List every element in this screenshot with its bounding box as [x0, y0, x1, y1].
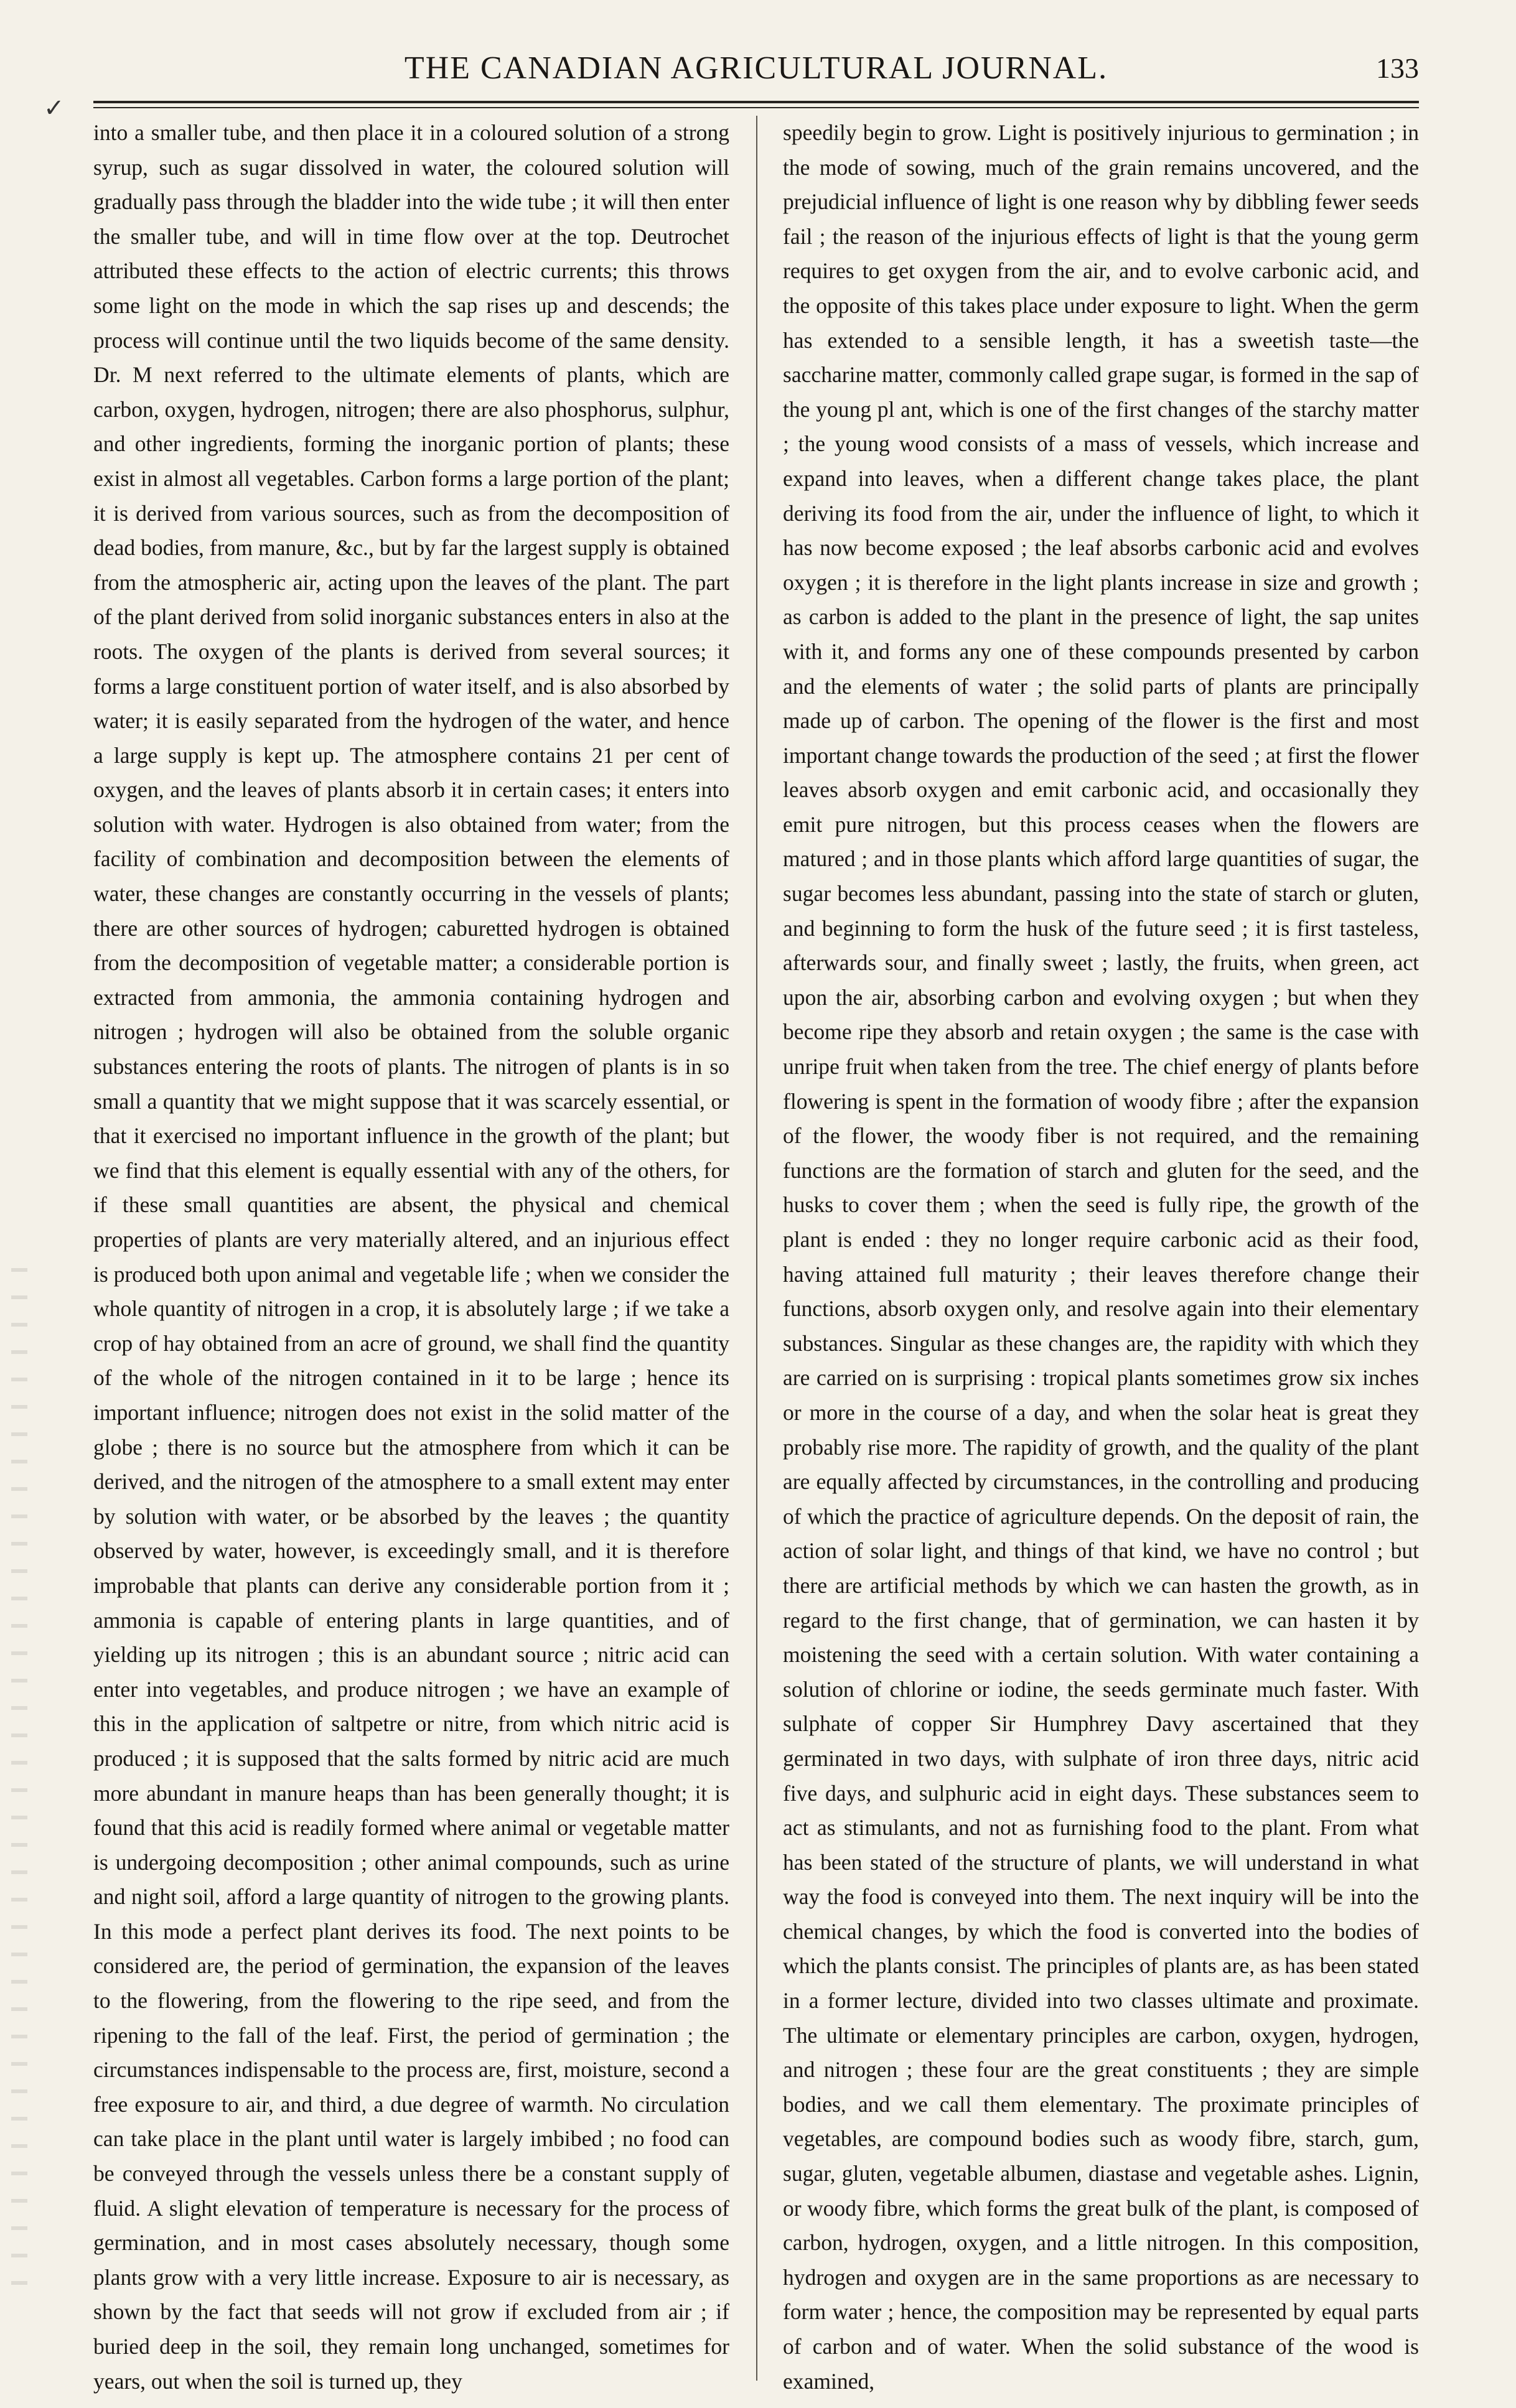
left-column-text: into a smaller tube, and then place it in a coloured solution of a strong syrup, such as sugar dissolved in water, the coloured solution will gradually pass through the bladder into the wide tube ; it will then enter the smaller tube, and will in time flow over at the top. Deutrochet attributed these effects to the action of electric currents; this throws some light on the mode in which the sap rises up and descends; the process will continue until the two liquids become of the same density. Dr. M next referred to the ultimate elements of plants, which are carbon, oxygen, hydrogen, nitrogen; there are also phosphorus, sulphur, and other ingredients, forming the inorganic portion of plants; these exist in almost all vegetables. Carbon forms a large portion of the plant; it is derived from various sources, such as from the decomposition of dead bodies, from manure, &c., but by far the largest supply is obtained from the atmospheric air, acting upon the leaves of the plant. The part of the plant derived from solid inorganic substances enters in also at the roots. The oxygen of the plants is derived from several sources; it forms a large constituent portion of water itself, and is also absorbed by water; it is easily separated from the hydrogen of the water, and hence a large supply is kept up. The atmosphere contains 21 per cent of oxygen, and the leaves of plants absorb it in certain cases; it enters into solution with water. Hydrogen is also obtained from water; from the facility of combination and decomposition between the elements of water, these changes are constantly occurring in the vessels of plants; there are other sources of hydrogen; caburetted hydrogen is obtained from the decomposition of vegetable matter; a considerable portion is extracted from ammonia, the ammonia containing hydrogen and nitrogen ; hydrogen will also be obtained from the soluble organic substances entering the roots of plants. The nitrogen of plants is in so small a quantity that we might suppose that it was scarcely essential, or that it exercised no important influence in the growth of the plant; but we find that this element is equally essential with any of the others, for if these small quantities are absent, the physical and chemical properties of plants are very materially altered, and an injurious effect is produced both upon animal and vegetable life ; when we consider the whole quantity of nitrogen in a crop, it is absolutely large ; if we take a crop of hay obtained from an acre of ground, we shall find the quantity of the whole of the nitrogen contained in it to be large ; hence its important influence; nitrogen does not exist in the solid matter of the globe ; there is no source but the atmosphere from which it can be derived, and the nitrogen of the atmosphere to a small extent may enter by solution with water, or be absorbed by the leaves ; the quantity observed by water, however, is exceedingly small, and it is therefore improbable that plants can derive any considerable portion from it ; ammonia is capable of entering plants in large quantities, and of yielding up its nitrogen ; this is an abundant source ; nitric acid can enter into vegetables, and produce nitrogen ; we have an example of this in the application of saltpetre or nitre, from which nitric acid is produced ; it is supposed that the salts formed by nitric acid are much more abundant in manure heaps than has been generally thought; it is found that this acid is readily formed where animal or vegetable matter is undergoing decomposition ; other animal compounds, such as urine and night soil, afford a large quantity of nitrogen to the growing plants. In this mode a perfect plant derives its food. The next points to be considered are, the period of germination, the expansion of the leaves to the flowering, from the flowering to the ripe seed, and from the ripening to the fall of the leaf. First, the period of germination ; the circumstances indispensable to the process are, first, moisture, second a free exposure to air, and third, a due degree of warmth. No circulation can take place in the plant until water is largely imbibed ; no food can be conveyed through the vessels unless there be a constant supply of fluid. A slight elevation of temperature is necessary for the process of germination, and in most cases absolutely necessary, though some plants grow with a very little increase. Exposure to air is necessary, as shown by the fact that seeds will not grow if excluded from air ; if buried deep in the soil, they remain long unchanged, sometimes for years, out when the soil is turned up, they [93, 120, 729, 2394]
journal-title: THE CANADIAN AGRICULTURAL JOURNAL. [404, 50, 1108, 86]
running-header [93, 44, 1419, 93]
header-rule-thin [93, 107, 1419, 108]
right-column-text: speedily begin to grow. Light is positively injurious to germination ; in the mode of sowing, much of the grain remains uncovered, and the prejudicial influence of light is one reason why by dibbling fewer seeds fail ; the reason of the injurious effects of light is that the young germ requires to get oxygen from the air, and to evolve carbonic acid, and the opposite of this takes place under exposure to light. When the germ has extended to a sensible length, it has a sweetish taste—the saccharine matter, commonly called grape sugar, is formed in the sap of the young pl ant, which is one of the first changes of the starchy matter ; the young wood consists of a mass of vessels, which increase and expand into leaves, when a different change takes place, the plant deriving its food from the air, under the influence of light, to which it has now become exposed ; the leaf absorbs carbonic acid and evolves oxygen ; it is therefore in the light plants increase in size and growth ; as carbon is added to the plant in the presence of light, the sap unites with it, and forms any one of these compounds presented by carbon and the elements of water ; the solid parts of plants are principally made up of carbon. The opening of the flower is the first and most important change towards the production of the seed ; at first the flower leaves absorb oxygen and emit carbonic acid, and occasionally they emit pure nitrogen, but this process ceases when the flowers are matured ; and in those plants which afford large quantities of sugar, the sugar becomes less abundant, passing into the state of starch or gluten, and beginning to form the husk of the future seed ; it is first tasteless, afterwards sour, and finally sweet ; lastly, the fruits, when green, act upon the air, absorbing carbon and evolving oxygen ; but when they become ripe they absorb and retain oxygen ; the same is the case with unripe fruit when taken from the tree. The chief energy of plants before flowering is spent in the formation of woody fibre ; after the expansion of the flower, the woody fiber is not required, and the remaining functions are the formation of starch and gluten for the seed, and the husks to cover them ; when the seed is fully ripe, the growth of the plant is ended : they no longer require carbonic acid as their food, having attained full maturity ; their leaves therefore change their functions, absorb oxygen only, and resolve again into their elementary substances. Singular as these changes are, the rapidity with which they are carried on is surprising : tropical plants sometimes grow six inches or more in the course of a day, and when the solar heat is great they probably rise more. The rapidity of growth, and the quality of the plant are equally affected by circumstances, in the controlling and producing of which the practice of agriculture depends. On the deposit of rain, the action of solar light, and things of that kind, we have no control ; but there are artificial methods by which we can hasten the growth, as in regard to the first change, that of germination, we can hasten it by moistening the seed with a certain solution. With water containing a solution of chlorine or iodine, the seeds germinate much faster. With sulphate of copper Sir Humphrey Davy ascertained that they germinated in two days, with sulphate of iron three days, nitric acid five days, and sulphuric acid in eight days. These substances seem to act as stimulants, and not as furnishing food to the plant. From what has been stated of the structure of plants, we will understand in what way the food is conveyed into them. The next inquiry will be into the chemical changes, by which the food is converted into the bodies of which the plants consist. The principles of plants are, as has been stated in a former lecture, divided into two classes ultimate and proximate. The ultimate or elementary principles are carbon, oxygen, hydrogen, and nitrogen ; these four are the great constituents ; they are simple bodies, and we call them elementary. The proximate principles of vegetables, are compound bodies such as woody fibre, starch, gum, sugar, gluten, vegetable albumen, diastase and vegetable ashes. Lignin, or woody fibre, which forms the great bulk of the plant, is composed of carbon, hydrogen, oxygen, and a little nitrogen. In this composition, hydrogen and oxygen are in the same proportions as are necessary to form water ; hence, the composition may be represented by equal parts of carbon and of water. When the solid substance of the wood is examined, [783, 120, 1419, 2394]
header-rule-thick [93, 101, 1419, 103]
page-number: 133 [1376, 52, 1419, 84]
margin-mark-icon: ✓ [44, 94, 65, 122]
column-divider [756, 116, 757, 2381]
right-column [783, 116, 1419, 2394]
margin-bleed-through [11, 1244, 27, 2302]
left-column [93, 116, 729, 2394]
